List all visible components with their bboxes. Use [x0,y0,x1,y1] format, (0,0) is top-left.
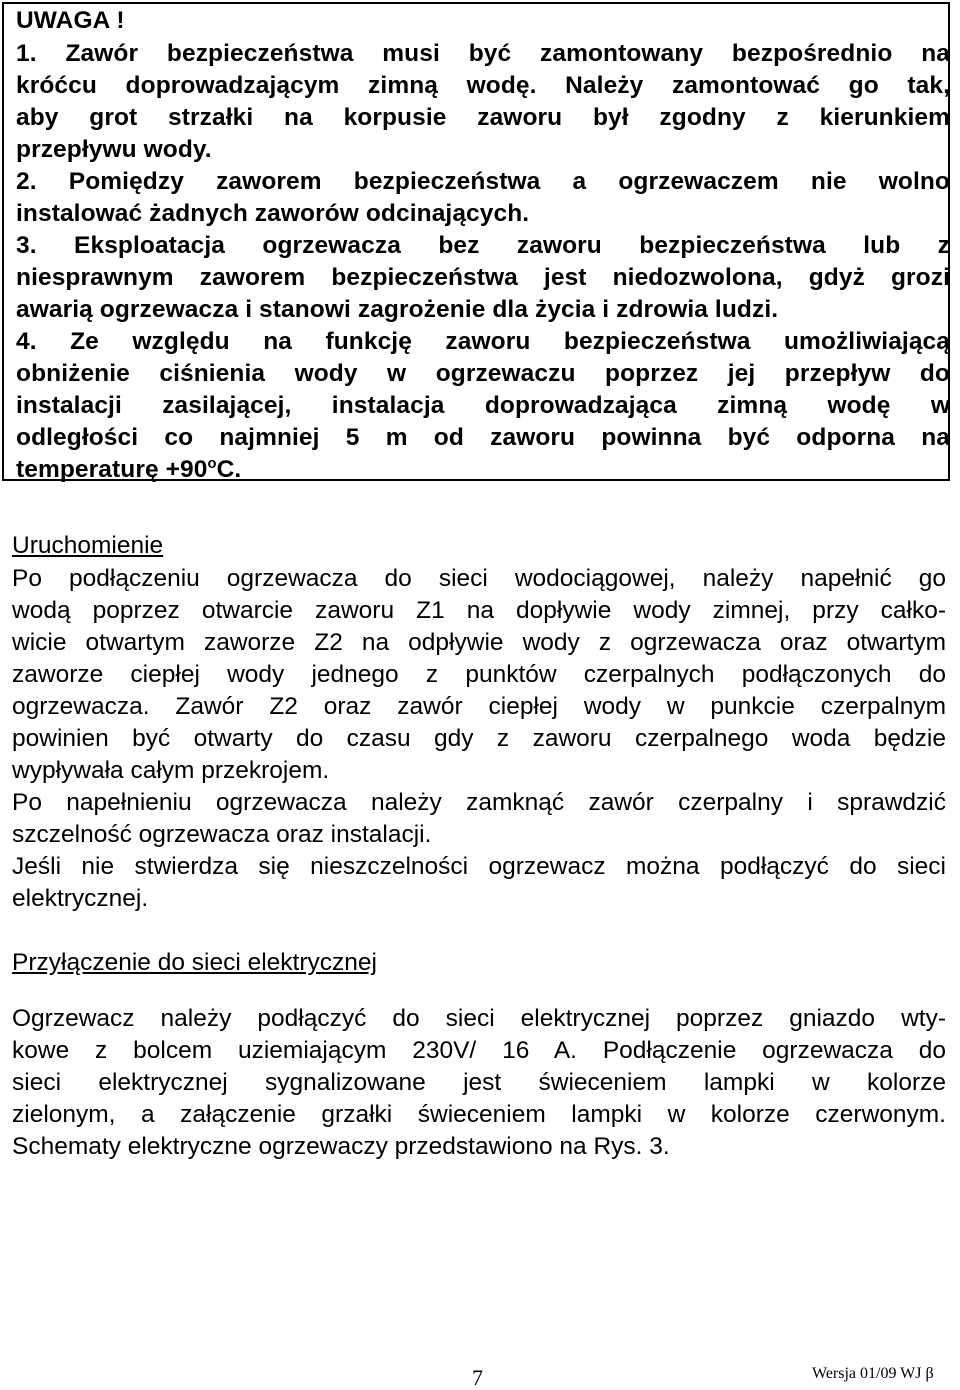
warning-line: obniżenie ciśnienia wody w ogrzewaczu poprzez jej przepływ do [16,360,950,387]
startup-line: wodą poprzez otwarcie zaworu Z1 na dopływie wody zimnej, przy całko- [12,597,946,624]
electrical-line: sieci elektrycznej sygnalizowane jest świeceniem lampki w kolorze [12,1069,946,1096]
version-label: Wersja 01/09 WJ β [812,1365,934,1382]
warning-heading: UWAGA ! [16,7,125,34]
warning-line: 1. Zawór bezpieczeństwa musi być zamontowany bezpośrednio na [16,40,950,67]
temperature-unit: C. [216,456,242,483]
startup-line: elektrycznej. [12,885,149,912]
startup-line: zaworze ciepłej wody jednego z punktów czerpalnych podłączonych do [12,661,946,688]
warning-line: 4. Ze względu na funkcję zaworu bezpieczeństwa umożliwiającą [16,328,950,355]
warning-last-line [16,455,950,485]
electrical-line: kowe z bolcem uziemiającym 230V/ 16 A. Podłączenie ogrzewacza do [12,1037,946,1064]
electrical-line: zielonym, a załączenie grzałki świeceniem lampki w kolorze czerwonym. [12,1101,946,1128]
startup-line: szczelność ogrzewacza oraz instalacji. [12,821,432,848]
startup-line: Po napełnieniu ogrzewacza należy zamknąć zawór czerpalny i sprawdzić [12,789,946,816]
warning-line: aby grot strzałki na korpusie zaworu był zgodny z kierunkiem [16,104,950,131]
warning-box [2,2,950,481]
warning-line: instalacji zasilającej, instalacja doprowadzająca zimną wodę w [16,392,950,419]
warning-line: 3. Eksploatacja ogrzewacza bez zaworu bezpieczeństwa lub z [16,232,950,259]
startup-line: ogrzewacza. Zawór Z2 oraz zawór ciepłej wody w punkcie czerpalnym [12,693,946,720]
warning-line: niesprawnym zaworem bezpieczeństwa jest niedozwolona, gdyż grozi [16,264,950,291]
startup-title: Uruchomienie [12,532,164,559]
warning-line: króćcu doprowadzającym zimną wodę. Należy zamontować go tak, [16,72,950,99]
startup-line: powinien być otwarty do czasu gdy z zaworu czerpalnego woda będzie [12,725,946,752]
startup-line: Po podłączeniu ogrzewacza do sieci wodociągowej, należy napełnić go [12,565,946,592]
electrical-title: Przyłączenie do sieci elektrycznej [12,949,377,976]
startup-line: wicie otwartym zaworze Z2 na odpływie wody z ogrzewacza oraz otwartym [12,629,946,656]
warning-line: 2. Pomiędzy zaworem bezpieczeństwa a ogrzewaczem nie wolno [16,168,950,195]
startup-line: wypływała całym przekrojem. [12,757,330,784]
warning-line: instalować żadnych zaworów odcinających. [16,200,530,227]
page-number: 7 [472,1365,483,1390]
temperature-text: temperaturę +90 [16,456,208,483]
electrical-line: Ogrzewacz należy podłączyć do sieci elektrycznej poprzez gniazdo wty- [12,1005,946,1032]
warning-line: odległości co najmniej 5 m od zaworu powinna być odporna na [16,424,950,451]
electrical-line: Schematy elektryczne ogrzewaczy przedstawiono na Rys. 3. [12,1133,670,1160]
warning-line: awarią ogrzewacza i stanowi zagrożenie dla życia i zdrowia ludzi. [16,296,779,323]
degree-sup: o [207,455,217,472]
startup-line: Jeśli nie stwierdza się nieszczelności ogrzewacz można podłączyć do sieci [12,853,946,880]
warning-line: przepływu wody. [16,136,212,163]
